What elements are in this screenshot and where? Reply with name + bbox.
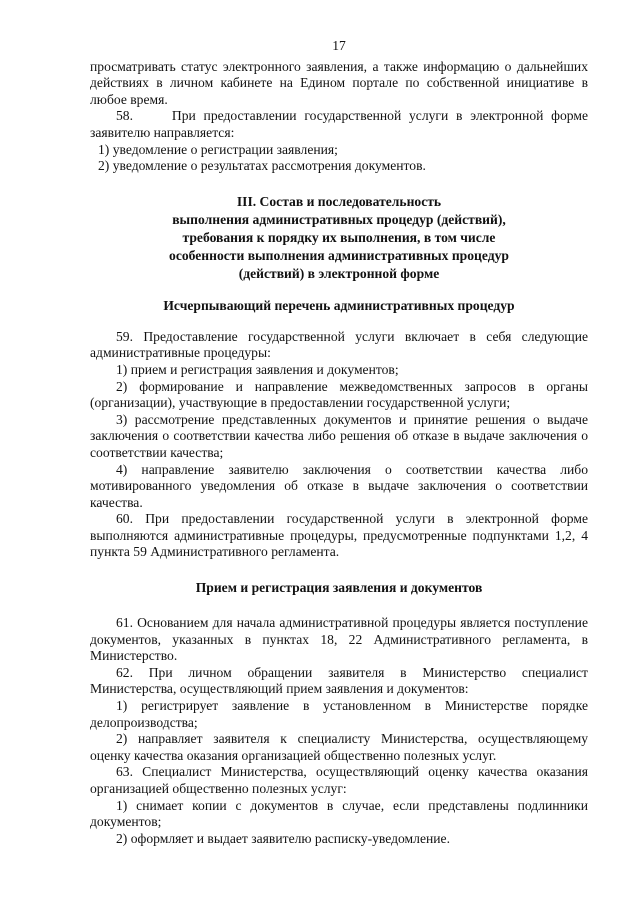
list-item: 2) формирование и направление межведомственных запросов в органы (организации), участвующие в предоставлении государственной услуги; [90,378,588,411]
section-heading-line: особенности выполнения административных процедур [169,247,509,263]
page-number: 17 [332,38,346,53]
list-item: 1) снимает копии с документов в случае, если представлены подлинники документов; [90,797,588,830]
list-item: 2) уведомление о результатах рассмотрения документов. [98,158,426,174]
section-heading-line: (действий) в электронной форме [238,265,440,281]
section-heading-line: III. Состав и последовательность [236,193,442,209]
list-item: 1) регистрирует заявление в установленном в Министерстве порядке делопроизводства; [90,698,588,730]
paragraph-63: 63. Специалист Министерства, осуществляющий оценку качества оказания организацией общественно полезных услуг: [90,764,588,796]
list-item: 4) направление заявителю заключения о соответствии качества либо мотивированного уведомления об отказе в выдаче заключения о соответствии качества. [90,461,588,510]
paragraph-58: 58. При предоставлении государственной услуги в электронной форме заявителю направляется: [90,108,588,140]
section-heading-line: выполнения административных процедур (действий), [172,211,506,227]
paragraph: просматривать статус электронного заявления, а также информацию о дальнейших действиях в личном кабинете на Едином портале по собственной инициативе в любое время. [90,58,588,107]
subheading-procedures-list: Исчерпывающий перечень административных процедур [163,297,515,313]
paragraph-61: 61. Основанием для начала административной процедуры является поступление документов, указанных в пунктах 18, 22 Административного регламента, в Министерство. [90,615,588,664]
list-item: 1) прием и регистрация заявления и документов; [116,361,399,377]
list-item: 3) рассмотрение представленных документов и принятие решения о выдаче заключения о соответствии качества либо решения об отказе в выдаче заключения о соответствии качества; [90,411,588,460]
subheading-reception: Прием и регистрация заявления и документов [195,580,483,596]
list-item: 2) направляет заявителя к специалисту Министерства, осуществляющему оценку качества оказания организацией общественно полезных услуг. [90,731,588,763]
paragraph-60: 60. При предоставлении государственной услуги в электронной форме выполняются административные процедуры, предусмотренные подпунктами 1,2, 4 пункта 59 Административного регламента. [90,511,588,560]
section-heading [90,193,588,283]
list-item: 1) уведомление о регистрации заявления; [98,141,338,157]
paragraph-62: 62. При личном обращении заявителя в Министерство специалист Министерства, осуществляющий прием заявления и документов: [90,664,588,697]
paragraph-59: 59. Предоставление государственной услуги включает в себя следующие административные процедуры: [90,328,588,361]
list-item: 2) оформляет и выдает заявителю расписку-уведомление. [116,830,450,846]
section-heading-line: требования к порядку их выполнения, в том числе [182,229,496,245]
